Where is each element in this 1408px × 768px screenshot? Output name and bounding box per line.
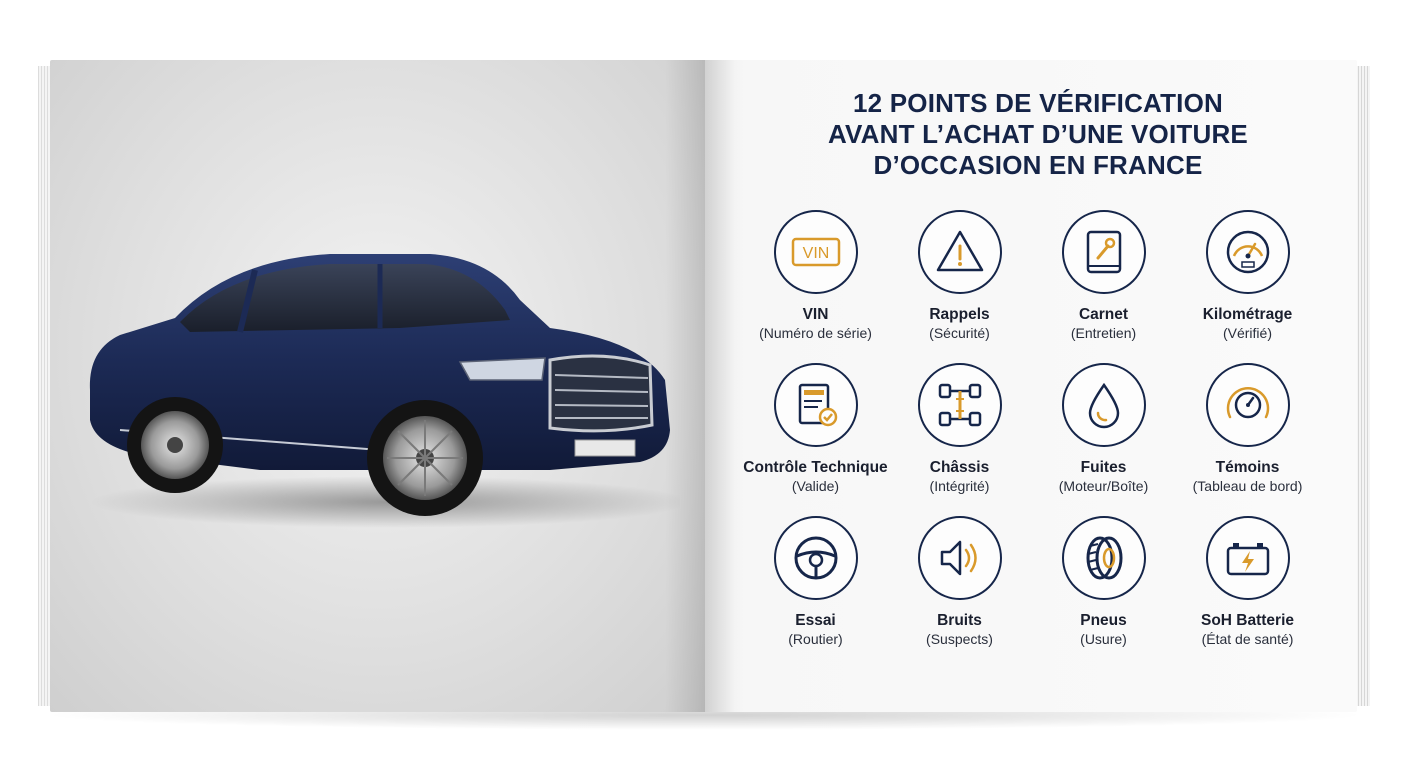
vin-plate-icon (774, 210, 858, 294)
car-photo (80, 240, 680, 530)
check-item-rappels (887, 210, 1032, 342)
dashboard-warning-icon (1206, 363, 1290, 447)
check-label: Témoins (1215, 459, 1280, 476)
check-sub: (Usure) (1080, 631, 1127, 647)
warning-triangle-icon (918, 210, 1002, 294)
right-page (705, 60, 1357, 712)
tire-icon (1062, 516, 1146, 600)
check-item-temoins (1175, 363, 1320, 495)
title-line-3: D’OCCASION EN FRANCE (873, 150, 1203, 180)
check-sub: (Numéro de série) (759, 325, 872, 341)
check-label: Carnet (1078, 306, 1129, 323)
check-sub: (Entretien) (1070, 325, 1137, 341)
check-sub: (Vérifié) (1222, 325, 1272, 341)
svg-text:VIN: VIN (802, 245, 829, 262)
odometer-icon (1206, 210, 1290, 294)
left-page (50, 60, 705, 712)
check-sub: (Tableau de bord) (1192, 478, 1303, 494)
check-sub: (Routier) (788, 631, 843, 647)
check-label: VIN (802, 306, 829, 323)
check-label: SoH Batterie (1200, 612, 1295, 629)
check-sub: (Suspects) (926, 631, 993, 647)
battery-icon (1206, 516, 1290, 600)
check-item-soh-batterie (1175, 516, 1320, 648)
check-sub: (Moteur/Boîte) (1058, 478, 1149, 494)
check-item-bruits (887, 516, 1032, 648)
check-label: Fuites (1080, 459, 1127, 476)
check-sub: (État de santé) (1201, 631, 1294, 647)
speaker-icon (918, 516, 1002, 600)
check-item-essai (743, 516, 888, 648)
check-label: Essai (795, 612, 836, 629)
right-page-edges (1356, 66, 1370, 706)
checklist-grid (743, 210, 1323, 690)
check-label: Pneus (1080, 612, 1127, 629)
check-label: Châssis (929, 459, 990, 476)
title-line-1: 12 POINTS DE VÉRIFICATION (852, 88, 1223, 118)
inspection-document-icon (774, 363, 858, 447)
page-title (765, 88, 1311, 181)
check-item-controle-technique (743, 363, 888, 495)
steering-wheel-icon (774, 516, 858, 600)
check-item-fuites (1031, 363, 1176, 495)
check-item-kilometrage (1175, 210, 1320, 342)
check-item-pneus (1031, 516, 1176, 648)
check-sub: (Sécurité) (929, 325, 990, 341)
check-label: Kilométrage (1202, 306, 1293, 323)
check-item-vin (743, 210, 888, 342)
check-sub: (Intégrité) (929, 478, 990, 494)
check-label: Contrôle Technique (743, 459, 888, 476)
service-book-icon (1062, 210, 1146, 294)
check-item-chassis (887, 363, 1032, 495)
check-sub: (Valide) (791, 478, 840, 494)
title-line-2: AVANT L’ACHAT D’UNE VOITURE (828, 119, 1248, 149)
check-label: Bruits (937, 612, 982, 629)
chassis-icon (918, 363, 1002, 447)
fluid-drop-icon (1062, 363, 1146, 447)
check-label: Rappels (929, 306, 990, 323)
check-item-carnet (1031, 210, 1176, 342)
